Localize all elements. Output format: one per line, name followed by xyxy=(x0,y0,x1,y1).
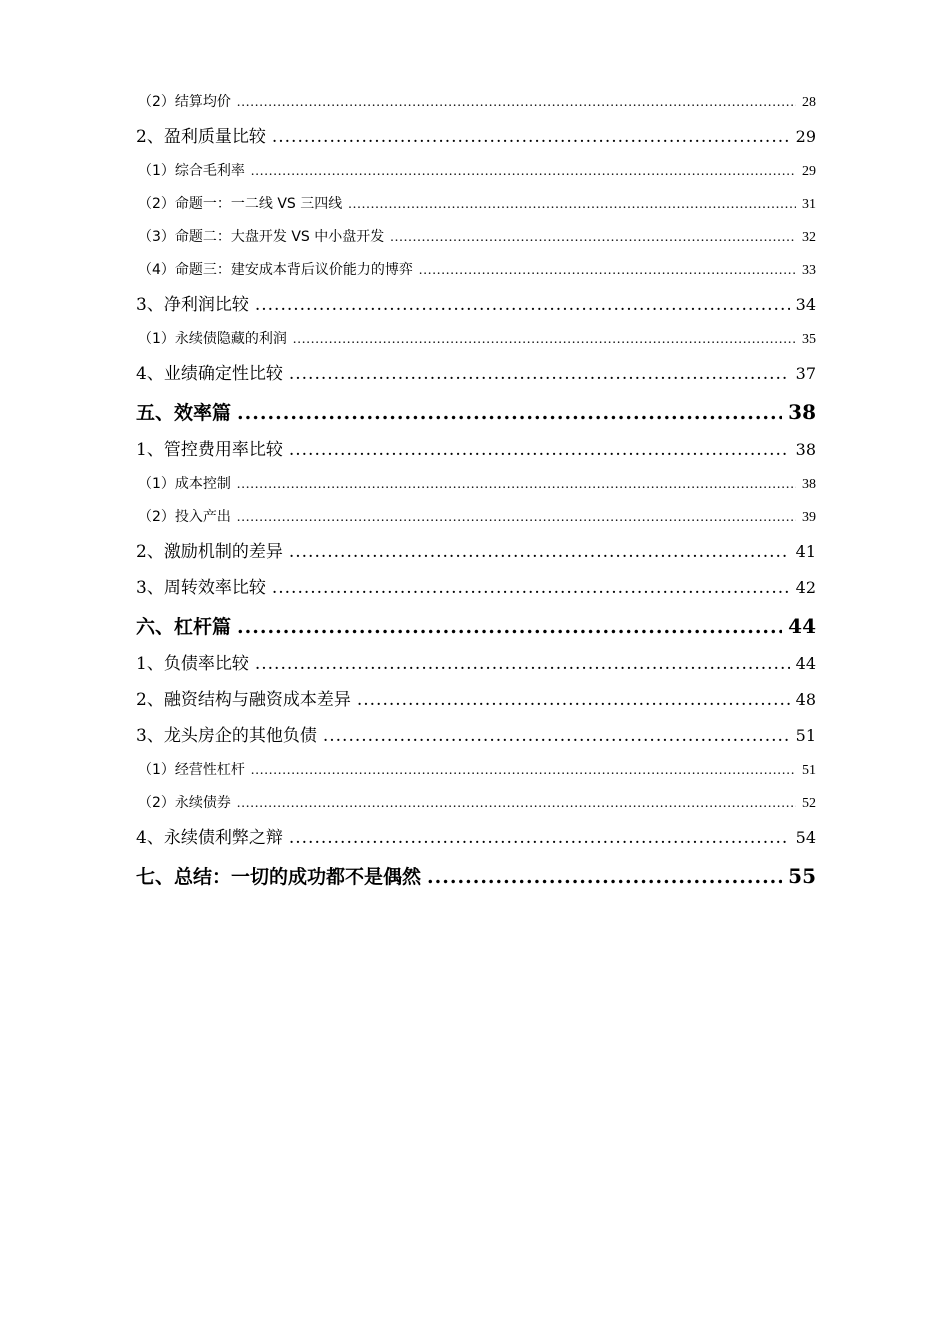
toc-leader-dots xyxy=(255,646,790,682)
toc-entry-label: （4）命题三：建安成本背后议价能力的博弈 xyxy=(138,262,413,278)
toc-entry[interactable] xyxy=(136,287,816,323)
toc-leader-dots xyxy=(323,718,790,754)
toc-chapter-entry[interactable] xyxy=(136,392,816,432)
toc-page-number: 29 xyxy=(802,164,816,179)
toc-page-number: 38 xyxy=(788,400,816,424)
toc-leader-dots xyxy=(357,682,790,718)
toc-entry-label: （2）永续债券 xyxy=(138,795,231,811)
toc-entry[interactable] xyxy=(136,356,816,392)
toc-entry-label: （2）命题一：一二线 VS 三四线 xyxy=(138,196,343,212)
toc-page-number: 38 xyxy=(795,440,816,459)
toc-chapter-entry[interactable] xyxy=(136,856,816,896)
toc-page-number: 34 xyxy=(795,295,816,314)
toc-entry-label: 五、效率篇 xyxy=(136,402,232,424)
toc-entry-label: （1）综合毛利率 xyxy=(138,163,245,179)
toc-entry[interactable] xyxy=(136,254,816,287)
toc-entry[interactable] xyxy=(136,119,816,155)
toc-entry-label: （2）投入产出 xyxy=(138,509,231,525)
toc-entry[interactable] xyxy=(136,221,816,254)
toc-entry-label: 七、总结：一切的成功都不是偶然 xyxy=(136,866,422,888)
toc-entry-label: （3）命题二：大盘开发 VS 中小盘开发 xyxy=(138,229,385,245)
toc-chapter-entry[interactable] xyxy=(136,606,816,646)
toc-leader-dots xyxy=(427,857,782,897)
toc-entry-label: 3、净利润比较 xyxy=(136,295,249,315)
toc-leader-dots xyxy=(237,468,796,501)
toc-leader-dots xyxy=(289,820,790,856)
toc-entry[interactable] xyxy=(136,188,816,221)
toc-leader-dots xyxy=(293,323,796,356)
toc-entry-label: 1、负债率比较 xyxy=(136,654,249,674)
toc-entry-label: 六、杠杆篇 xyxy=(136,616,232,638)
toc-entry[interactable] xyxy=(136,570,816,606)
toc-leader-dots xyxy=(251,155,796,188)
toc-page-number: 54 xyxy=(795,828,816,847)
toc-entry[interactable] xyxy=(136,468,816,501)
toc-entry[interactable] xyxy=(136,754,816,787)
toc-page-number: 41 xyxy=(795,542,816,561)
toc-page-number: 44 xyxy=(788,614,816,638)
toc-leader-dots xyxy=(419,254,796,287)
toc-entry-label: （2）结算均价 xyxy=(138,94,231,110)
toc-page-number: 55 xyxy=(788,864,816,888)
toc-leader-dots xyxy=(289,356,790,392)
toc-page-number: 39 xyxy=(802,510,816,525)
toc-page-number: 42 xyxy=(795,578,816,597)
toc-leader-dots xyxy=(237,787,796,820)
toc-entry[interactable] xyxy=(136,787,816,820)
toc-entry[interactable] xyxy=(136,323,816,356)
toc-entry[interactable] xyxy=(136,534,816,570)
toc-entry-label: （1）成本控制 xyxy=(138,476,231,492)
toc-page-number: 37 xyxy=(795,364,816,383)
toc-leader-dots xyxy=(237,607,782,647)
toc-entry[interactable] xyxy=(136,432,816,468)
toc-entry-label: 1、管控费用率比较 xyxy=(136,440,283,460)
toc-leader-dots xyxy=(255,287,790,323)
toc-entry-label: 4、永续债利弊之辩 xyxy=(136,828,283,848)
toc-entry[interactable] xyxy=(136,86,816,119)
toc-page-number: 32 xyxy=(802,230,816,245)
toc-entry-label: 2、激励机制的差异 xyxy=(136,542,283,562)
toc-leader-dots xyxy=(272,119,790,155)
toc-entry-label: 2、融资结构与融资成本差异 xyxy=(136,690,351,710)
toc-entry-label: （1）经营性杠杆 xyxy=(138,762,245,778)
toc-page-number: 51 xyxy=(795,726,816,745)
toc-entry-label: 3、龙头房企的其他负债 xyxy=(136,726,317,746)
toc-page-number: 33 xyxy=(802,263,816,278)
toc-leader-dots xyxy=(237,393,782,433)
toc-page-number: 35 xyxy=(802,332,816,347)
toc-leader-dots xyxy=(348,188,796,221)
toc-page-number: 38 xyxy=(802,477,816,492)
toc-entry-label: 4、业绩确定性比较 xyxy=(136,364,283,384)
toc-entry[interactable] xyxy=(136,682,816,718)
toc-entry-label: 2、盈利质量比较 xyxy=(136,127,266,147)
toc-entry[interactable] xyxy=(136,820,816,856)
toc-leader-dots xyxy=(289,534,790,570)
toc-entry[interactable] xyxy=(136,646,816,682)
toc-leader-dots xyxy=(289,432,790,468)
toc-page-number: 44 xyxy=(795,654,816,673)
toc-page-number: 48 xyxy=(795,690,816,709)
toc-entry-label: 3、周转效率比较 xyxy=(136,578,266,598)
toc-page-number: 29 xyxy=(795,127,816,146)
toc-leader-dots xyxy=(390,221,796,254)
toc-leader-dots xyxy=(272,570,790,606)
toc-entry-label: （1）永续债隐藏的利润 xyxy=(138,331,287,347)
toc-leader-dots xyxy=(251,754,796,787)
toc-entry[interactable] xyxy=(136,501,816,534)
toc-entry[interactable] xyxy=(136,155,816,188)
toc-page-number: 51 xyxy=(802,763,816,778)
toc-page-number: 28 xyxy=(802,95,816,110)
toc-page-number: 52 xyxy=(802,796,816,811)
toc-leader-dots xyxy=(237,501,796,534)
toc-entry[interactable] xyxy=(136,718,816,754)
toc-page-number: 31 xyxy=(802,197,816,212)
toc-leader-dots xyxy=(237,86,796,119)
table-of-contents xyxy=(136,86,816,896)
